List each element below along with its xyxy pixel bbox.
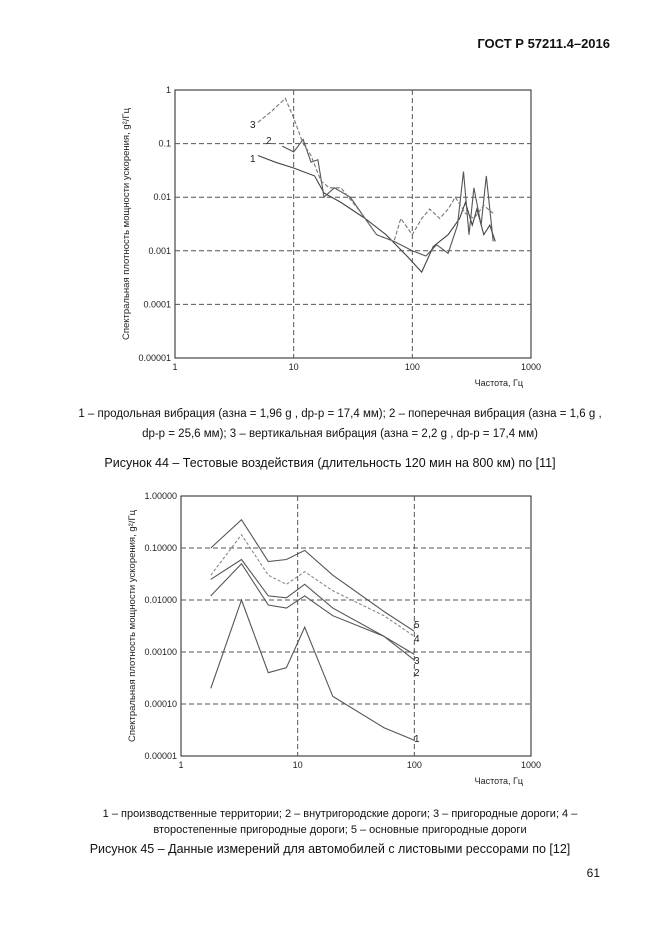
figure-44-legend-line-1: 1 – продольная вибрация (aзна = 1,96 g , dр-р = 17,4 мм); 2 – поперечная вибрация (aзна = 1,6 g ,: [78, 408, 602, 420]
y-axis-label: Спектральная плотность мощности ускорения, g²/Гц: [127, 509, 138, 743]
series-label-1: 1: [250, 154, 256, 165]
series-line-3: [211, 560, 414, 655]
figure-44-legend-line-2: dр-р = 25,6 мм); 3 – вертикальная вибрация (aзна = 2,2 g , dр-р = 17,4 мм): [142, 428, 538, 440]
series-line-4: [211, 535, 414, 637]
series-line-5: [211, 520, 414, 632]
series-label-4: 4: [414, 634, 420, 645]
y-tick-label: 0.01: [153, 192, 171, 203]
x-axis-label: Частота, Гц: [474, 776, 523, 786]
figure-45-legend-line-1: 1 – производственные территории; 2 – внутригородские дороги; 3 – пригородные дороги; 4 –: [102, 808, 578, 820]
x-tick-label: 1000: [520, 362, 542, 372]
series-label-3: 3: [250, 120, 256, 131]
y-axis-label: Спектральная плотность мощности ускорения, g²/Гц: [121, 107, 132, 341]
y-tick-label: 0.001: [148, 245, 171, 256]
figure-44-chart: [0, 80, 661, 390]
y-tick-label: 0.00001: [144, 751, 177, 761]
x-tick-label: 1: [178, 760, 184, 770]
series-label-2: 2: [414, 668, 420, 679]
series-label-2: 2: [266, 136, 272, 147]
x-tick-label: 10: [288, 362, 299, 372]
y-tick-label: 0.10000: [144, 543, 177, 553]
series-line-1: [211, 600, 414, 740]
figure-45-chart: [0, 486, 661, 796]
figure-44-legend: [60, 404, 620, 444]
x-tick-label: 1000: [520, 760, 542, 770]
x-tick-label: 1: [172, 362, 178, 372]
y-tick-label: 0.00010: [144, 699, 177, 709]
plot-frame: [181, 496, 531, 756]
y-tick-label: 0.01000: [144, 595, 177, 605]
y-tick-label: 1.00000: [144, 491, 177, 501]
x-tick-label: 100: [404, 362, 420, 372]
page-number: 61: [586, 866, 600, 880]
x-tick-label: 10: [292, 760, 303, 770]
y-tick-label: 0.00100: [144, 647, 177, 657]
y-tick-label: 0.0001: [143, 299, 171, 310]
series-label-1: 1: [414, 734, 420, 745]
y-tick-label: 0.00001: [138, 353, 171, 363]
y-tick-label: 1: [165, 85, 171, 95]
figure-45-caption: Рисунок 45 – Данные измерений для автомобилей с листовыми рессорами по [12]: [89, 842, 571, 856]
plot-frame: [175, 90, 531, 358]
x-axis-label: Частота, Гц: [474, 378, 523, 388]
series-label-5: 5: [414, 620, 420, 631]
figure-45-legend: [60, 806, 620, 838]
figure-44-caption: Рисунок 44 – Тестовые воздействия (длительность 120 мин на 800 км) по [11]: [104, 456, 556, 470]
x-tick-label: 100: [406, 760, 422, 770]
y-tick-label: 0.1: [158, 138, 171, 149]
series-label-3: 3: [414, 656, 420, 667]
figure-45-legend-line-2: второстепенные пригородные дороги; 5 – основные пригородные дороги: [153, 824, 527, 836]
standard-header: ГОСТ Р 57211.4–2016: [477, 36, 610, 51]
